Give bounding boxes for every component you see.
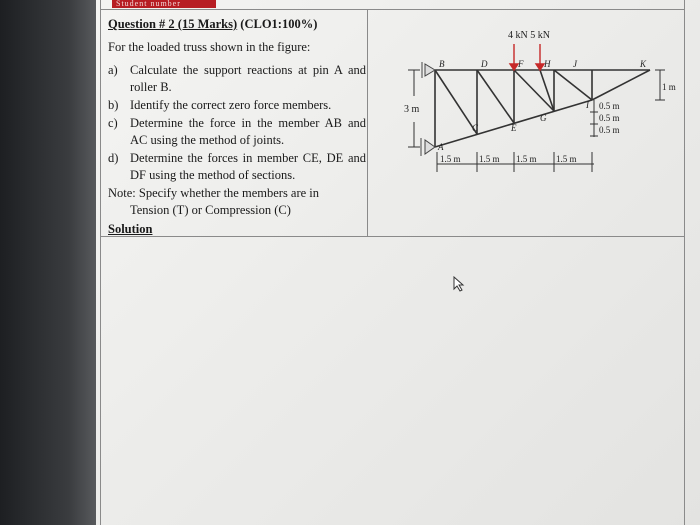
student-number-tab: Student number [112,0,216,8]
node-c: C [472,123,479,133]
note-line-2: Tension (T) or Compression (C) [130,203,291,217]
table-border-top [100,9,684,10]
segment-label-3: 0.5 m [599,125,620,135]
right-height-label: 1 m [662,82,676,92]
question-item-b: b) Identify the correct zero force members. [108,98,332,112]
node-a: A [438,142,444,152]
segment-label-1: 0.5 m [599,101,620,111]
mouse-pointer-icon [452,276,466,292]
desk-background [0,0,98,525]
question-item-c: c) Determine the force in the member AB and AC using the method of joints. [108,116,366,147]
note-line-1: Note: Specify whether the members are in [108,186,320,200]
node-b: B [439,59,445,69]
question-item-d: d) Determine the forces in member CE, DE and DF using the method of sections. [108,151,366,182]
question-block [108,16,366,238]
node-j: J [573,59,577,69]
solution-heading: Solution [108,222,153,236]
segment-label-2: 0.5 m [599,113,620,123]
question-title-marks: Question # 2 (15 Marks) [108,17,238,31]
bottom-label-3: 1.5 m [516,154,537,164]
node-i: I [586,100,589,110]
node-f: F [518,59,524,69]
table-border-right [684,0,685,525]
height-label: 3 m [404,104,420,115]
truss-diagram [380,22,680,192]
question-intro: For the loaded truss shown in the figure: [108,40,311,54]
table-border-left [100,0,101,525]
table-border-middle [367,10,368,236]
question-items [108,62,366,184]
question-title [108,16,366,33]
node-d: D [481,59,488,69]
load-label: 4 kN 5 kN [508,30,550,41]
node-e: E [511,123,517,133]
question-title-clo: (CLO1:100%) [240,17,318,31]
node-k: K [640,59,647,69]
node-h: H [544,59,551,69]
node-g: G [540,113,547,123]
bottom-label-4: 1.5 m [556,154,577,164]
bottom-label-2: 1.5 m [479,154,500,164]
question-item-a: a) Calculate the support reactions at pin A and roller B. [108,63,366,94]
bottom-label-1: 1.5 m [440,154,461,164]
